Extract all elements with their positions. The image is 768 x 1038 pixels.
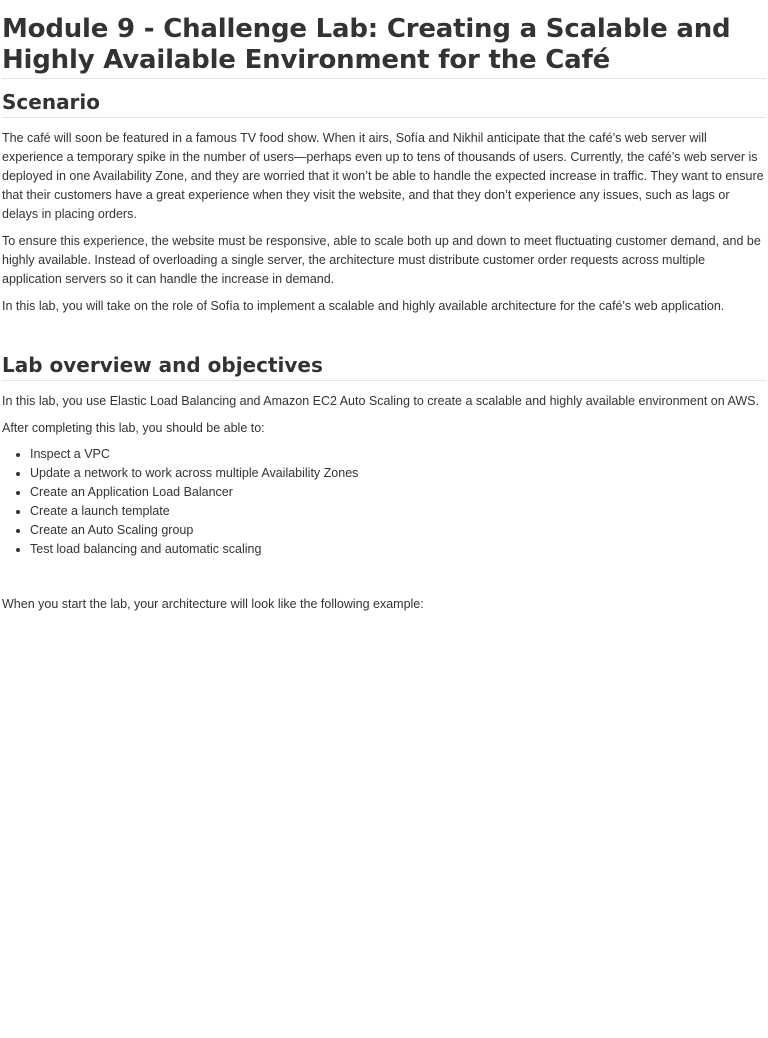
- scenario-paragraph-2: To ensure this experience, the website must be responsive, able to scale both up and down to meet fluctuating customer demand, and be highly available. Instead of overloading a single server, the architecture must distribute customer order requests across multiple application servers so it can handle the increase in demand.: [2, 234, 761, 286]
- overview-intro: In this lab, you use Elastic Load Balancing and Amazon EC2 Auto Scaling to create a scalable and highly available environment on AWS.: [2, 394, 759, 408]
- objectives-list: [2, 445, 766, 559]
- list-item: • Create an Application Load Balancer: [30, 483, 766, 502]
- overview-heading: Lab overview and objectives: [2, 352, 766, 381]
- overview-lead: After completing this lab, you should be able to:: [2, 421, 265, 435]
- scenario-heading: Scenario: [2, 89, 766, 118]
- document-page: [0, 14, 768, 1038]
- list-item: • Inspect a VPC: [30, 445, 766, 464]
- scenario-paragraph-3: In this lab, you will take on the role of Sofía to implement a scalable and highly available architecture for the café's web application.: [2, 299, 725, 313]
- architecture-intro: When you start the lab, your architecture will look like the following example:: [2, 597, 424, 611]
- list-item: • Create a launch template: [30, 502, 766, 521]
- list-item: • Update a network to work across multiple Availability Zones: [30, 464, 766, 483]
- page-title: Module 9 - Challenge Lab: Creating a Scalable and Highly Available Environment for the Café: [2, 14, 766, 79]
- list-item: • Create an Auto Scaling group: [30, 521, 766, 540]
- list-item: • Test load balancing and automatic scaling: [30, 540, 766, 559]
- scenario-paragraph-1: The café will soon be featured in a famous TV food show. When it airs, Sofía and Nikhil anticipate that the café’s web server will experience a temporary spike in the number of users—perhaps even up to tens of thousands of users. Currently, the café’s web server is deployed in one Availability Zone, and they are worried that it won’t be able to handle the expected increase in traffic. They want to ensure that their customers have a great experience when they visit the website, and that they don’t experience any issues, such as lags or delays in placing orders.: [2, 131, 764, 221]
